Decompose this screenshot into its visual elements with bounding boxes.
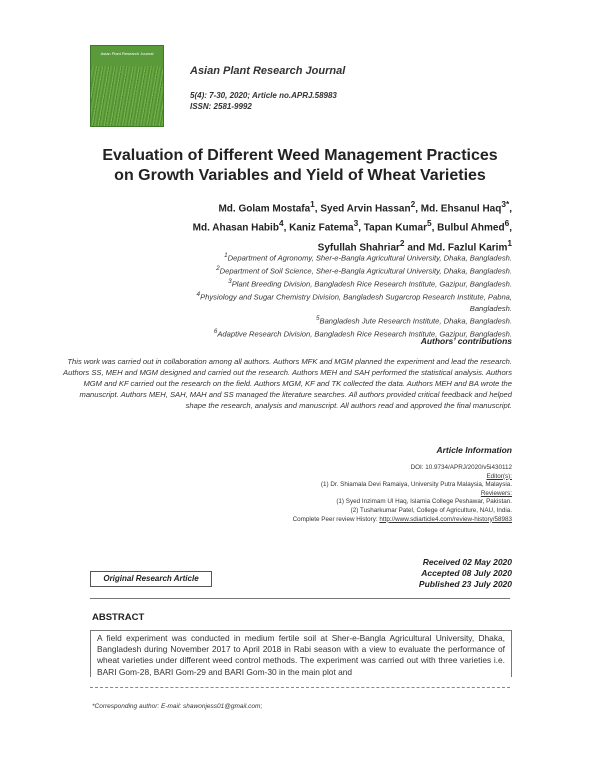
review-history-link[interactable]: http://www.sdiarticle4.com/review-history/58983 bbox=[379, 515, 512, 523]
footnote-divider bbox=[90, 687, 510, 688]
editors-label: Editor(s): bbox=[486, 472, 512, 480]
title-line: on Growth Variables and Yield of Wheat Varieties bbox=[114, 167, 486, 184]
article-type-badge: Original Research Article bbox=[90, 571, 212, 587]
affiliation-line: $^3$Plant Breeding Division, Bangladesh Rice Research Institute, Gazipur, Bangladesh. bbox=[228, 278, 512, 289]
reviewer-entry: (2) Tusharkumar Patel, College of Agriculture, NAU, India. bbox=[350, 506, 512, 514]
journal-volume: 5(4): 7-30, 2020; Article no.APRJ.58983 bbox=[190, 91, 337, 100]
author-line: Md. Golam Mostafa$^1$, Syed Arvin Hassan$^2$, Md. Ehsanul Haq$^{3*}$, bbox=[218, 199, 512, 215]
cover-wheat-photo bbox=[91, 66, 163, 126]
affiliation-line: Bangladesh. bbox=[469, 303, 512, 313]
accepted-date: Accepted 08 July 2020 bbox=[421, 568, 512, 578]
abstract-box bbox=[90, 630, 512, 677]
abstract-text: A field experiment was conducted in medium fertile soil at Sher-e-Bangla Agricultural University, Dhaka, Bangladesh during November 2017 to April 2018 in Rabi season with a view to evaluate the performance of wheat varieties under different weed control methods. The experiment was carried out with three varieties i.e. BARI Gom-28, BARI Gom-29 and BARI Gom-30 in the main plot and bbox=[97, 633, 505, 677]
journal-name: Asian Plant Research Journal bbox=[190, 65, 346, 77]
article-info bbox=[92, 464, 512, 524]
editor-entry: (1) Dr. Shiamala Devi Ramaiya, University Putra Malaysia, Malaysia. bbox=[320, 481, 512, 489]
author-line: Md. Ahasan Habib$^4$, Kaniz Fatema$^3$, Tapan Kumar$^5$, Bulbul Ahmed$^6$, bbox=[192, 218, 512, 234]
journal-cover-image bbox=[90, 45, 164, 127]
review-history-label: Complete Peer review History: bbox=[292, 515, 380, 523]
affiliation-line: $^6$Adaptive Research Division, Bangladesh Rice Research Institute, Gazipur, Bangladesh. bbox=[213, 328, 512, 339]
title-line: Evaluation of Different Weed Management Practices bbox=[102, 147, 498, 164]
affiliation-line: $^1$Department of Agronomy, Sher-e-Bangla Agricultural University, Dhaka, Bangladesh. bbox=[224, 252, 512, 263]
affiliation-line: $^5$Bangladesh Jute Research Institute, Dhaka, Bangladesh. bbox=[315, 315, 512, 326]
review-history bbox=[92, 516, 512, 525]
doi: DOI: 10.9734/APRJ/2020/v5i430112 bbox=[410, 464, 512, 471]
affiliation-line: $^2$Department of Soil Science, Sher-e-Bangla Agricultural University, Dhaka, Bangladesh. bbox=[216, 265, 512, 276]
affiliation-line: $^4$Physiology and Sugar Chemistry Division, Bangladesh Sugarcrop Research Institute, Pabna, bbox=[196, 291, 512, 302]
corresponding-author: *Corresponding author: E-mail: shawonjess01@gmail.com; bbox=[92, 703, 263, 710]
published-date: Published 23 July 2020 bbox=[418, 579, 512, 589]
cover-title: Asian Plant Research Journal bbox=[100, 51, 154, 56]
contributions-heading: Authors’ contributions bbox=[420, 336, 512, 346]
paper-title bbox=[60, 146, 540, 186]
reviewers-label: Reviewers: bbox=[480, 489, 512, 497]
article-info-heading: Article Information bbox=[436, 445, 512, 455]
abstract-heading: ABSTRACT bbox=[92, 612, 145, 623]
section-divider bbox=[90, 598, 510, 599]
publication-dates bbox=[419, 557, 512, 590]
received-date: Received 02 May 2020 bbox=[422, 557, 512, 567]
affiliations bbox=[42, 251, 512, 340]
contributions-text: This work was carried out in collaboration among all authors. Authors MFK and MGM planned the experiment and lead the research. Authors SS, MEH and MGM designed and carried out the research. Authors MEH and SAH performed the statistical analysis. Authors MGM and KF carried out the research on the field. Authors MGM, KF and TK collected the data. Authors MEH and BA wrote the manuscript. Authors MEH, SAH, MAH and SS managed the literature searches. All authors provided critical feedback and helped shape the research, analysis and manuscript. All authors read and approved the final manuscript. bbox=[63, 357, 512, 411]
reviewer-entry: (1) Syed Inzimam Ul Haq, Islamia College Peshawar, Pakistan. bbox=[336, 498, 512, 506]
journal-issn: ISSN: 2581-9992 bbox=[190, 102, 252, 111]
author-list bbox=[82, 197, 512, 255]
author-line: Syfullah Shahriar$^2$ and Md. Fazlul Karim$^1$ bbox=[317, 237, 512, 253]
